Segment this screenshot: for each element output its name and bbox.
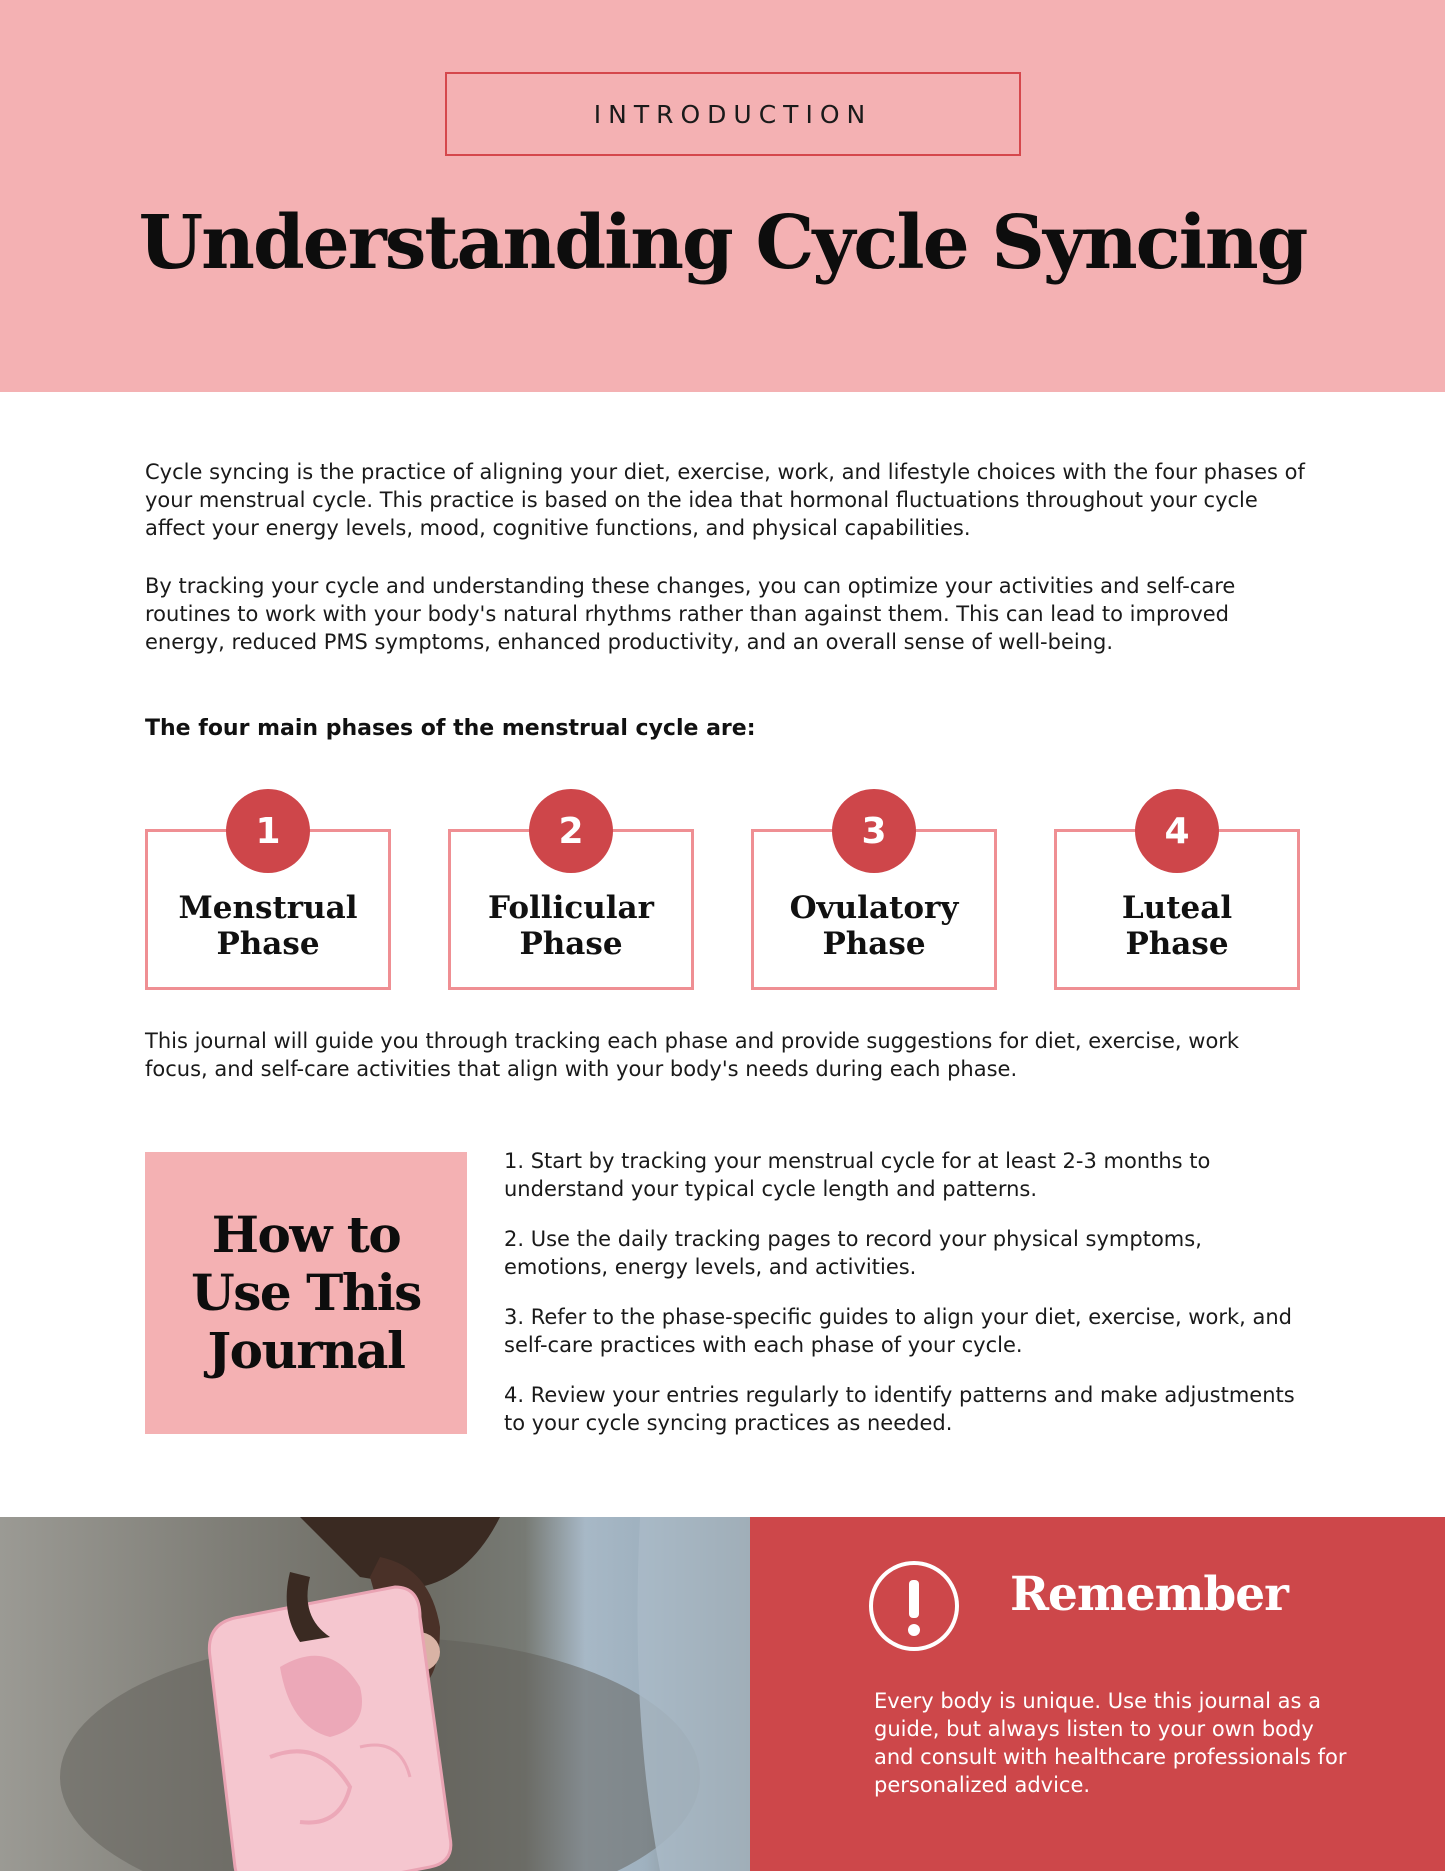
howto-title: How to Use This Journal [191, 1205, 421, 1380]
howto-step: 4. Review your entries regularly to identify patterns and make adjustments to your cycle syncing practices as needed. [504, 1383, 1295, 1435]
phase-name: Luteal Phase [1121, 890, 1233, 962]
phase-name: Follicular Phase [488, 890, 654, 962]
remember-title: Remember [1010, 1567, 1288, 1622]
phase-card-ovulatory [751, 810, 997, 990]
remember-panel [750, 1517, 1445, 1871]
phase-card-menstrual [145, 810, 391, 990]
page-title: Understanding Cycle Syncing [138, 200, 1307, 286]
remember-text: Every body is unique. Use this journal as a guide, but always listen to your own body and consult with healthcare professionals for personalized advice. [874, 1689, 1347, 1797]
phase-name: Menstrual Phase [178, 890, 358, 962]
phase-number-badge: 4 [1135, 789, 1219, 873]
pad-photo [0, 1517, 750, 1871]
pad-illustration [0, 1517, 750, 1871]
howto-step: 1. Start by tracking your menstrual cycle for at least 2-3 months to understand your typical cycle length and patterns. [504, 1149, 1211, 1201]
section-label: INTRODUCTION [445, 72, 1021, 156]
intro-paragraph-1: Cycle syncing is the practice of aligning your diet, exercise, work, and lifestyle choices with the four phases of your menstrual cycle. This practice is based on the idea that hormonal fluctuations throughout your cycle affect your energy levels, mood, cognitive functions, and physical capabilities. [145, 460, 1305, 540]
exclamation-circle-icon [868, 1560, 960, 1652]
phases-heading: The four main phases of the menstrual cycle are: [145, 716, 756, 741]
intro-paragraph-2: By tracking your cycle and understanding these changes, you can optimize your activities and self-care routines to work with your body's natural rhythms rather than against them. This can lead to improved energy, reduced PMS symptoms, enhanced productivity, and an overall sense of well-being. [145, 574, 1236, 654]
howto-title-box [145, 1152, 467, 1434]
howto-step: 2. Use the daily tracking pages to record your physical symptoms, emotions, energy levels, and activities. [504, 1227, 1202, 1279]
phase-card-follicular [448, 810, 694, 990]
phase-number-badge: 2 [529, 789, 613, 873]
howto-step: 3. Refer to the phase-specific guides to align your diet, exercise, work, and self-care practices with each phase of your cycle. [504, 1305, 1292, 1357]
phase-name: Ovulatory Phase [789, 890, 959, 962]
phase-number-badge: 1 [226, 789, 310, 873]
phase-card-luteal [1054, 810, 1300, 990]
phases-footer-paragraph: This journal will guide you through tracking each phase and provide suggestions for diet, exercise, work focus, and self-care activities that align with your body's needs during each phase. [145, 1029, 1240, 1081]
header-banner [0, 0, 1445, 392]
phase-number-badge: 3 [832, 789, 916, 873]
howto-steps-list [504, 1147, 1304, 1459]
